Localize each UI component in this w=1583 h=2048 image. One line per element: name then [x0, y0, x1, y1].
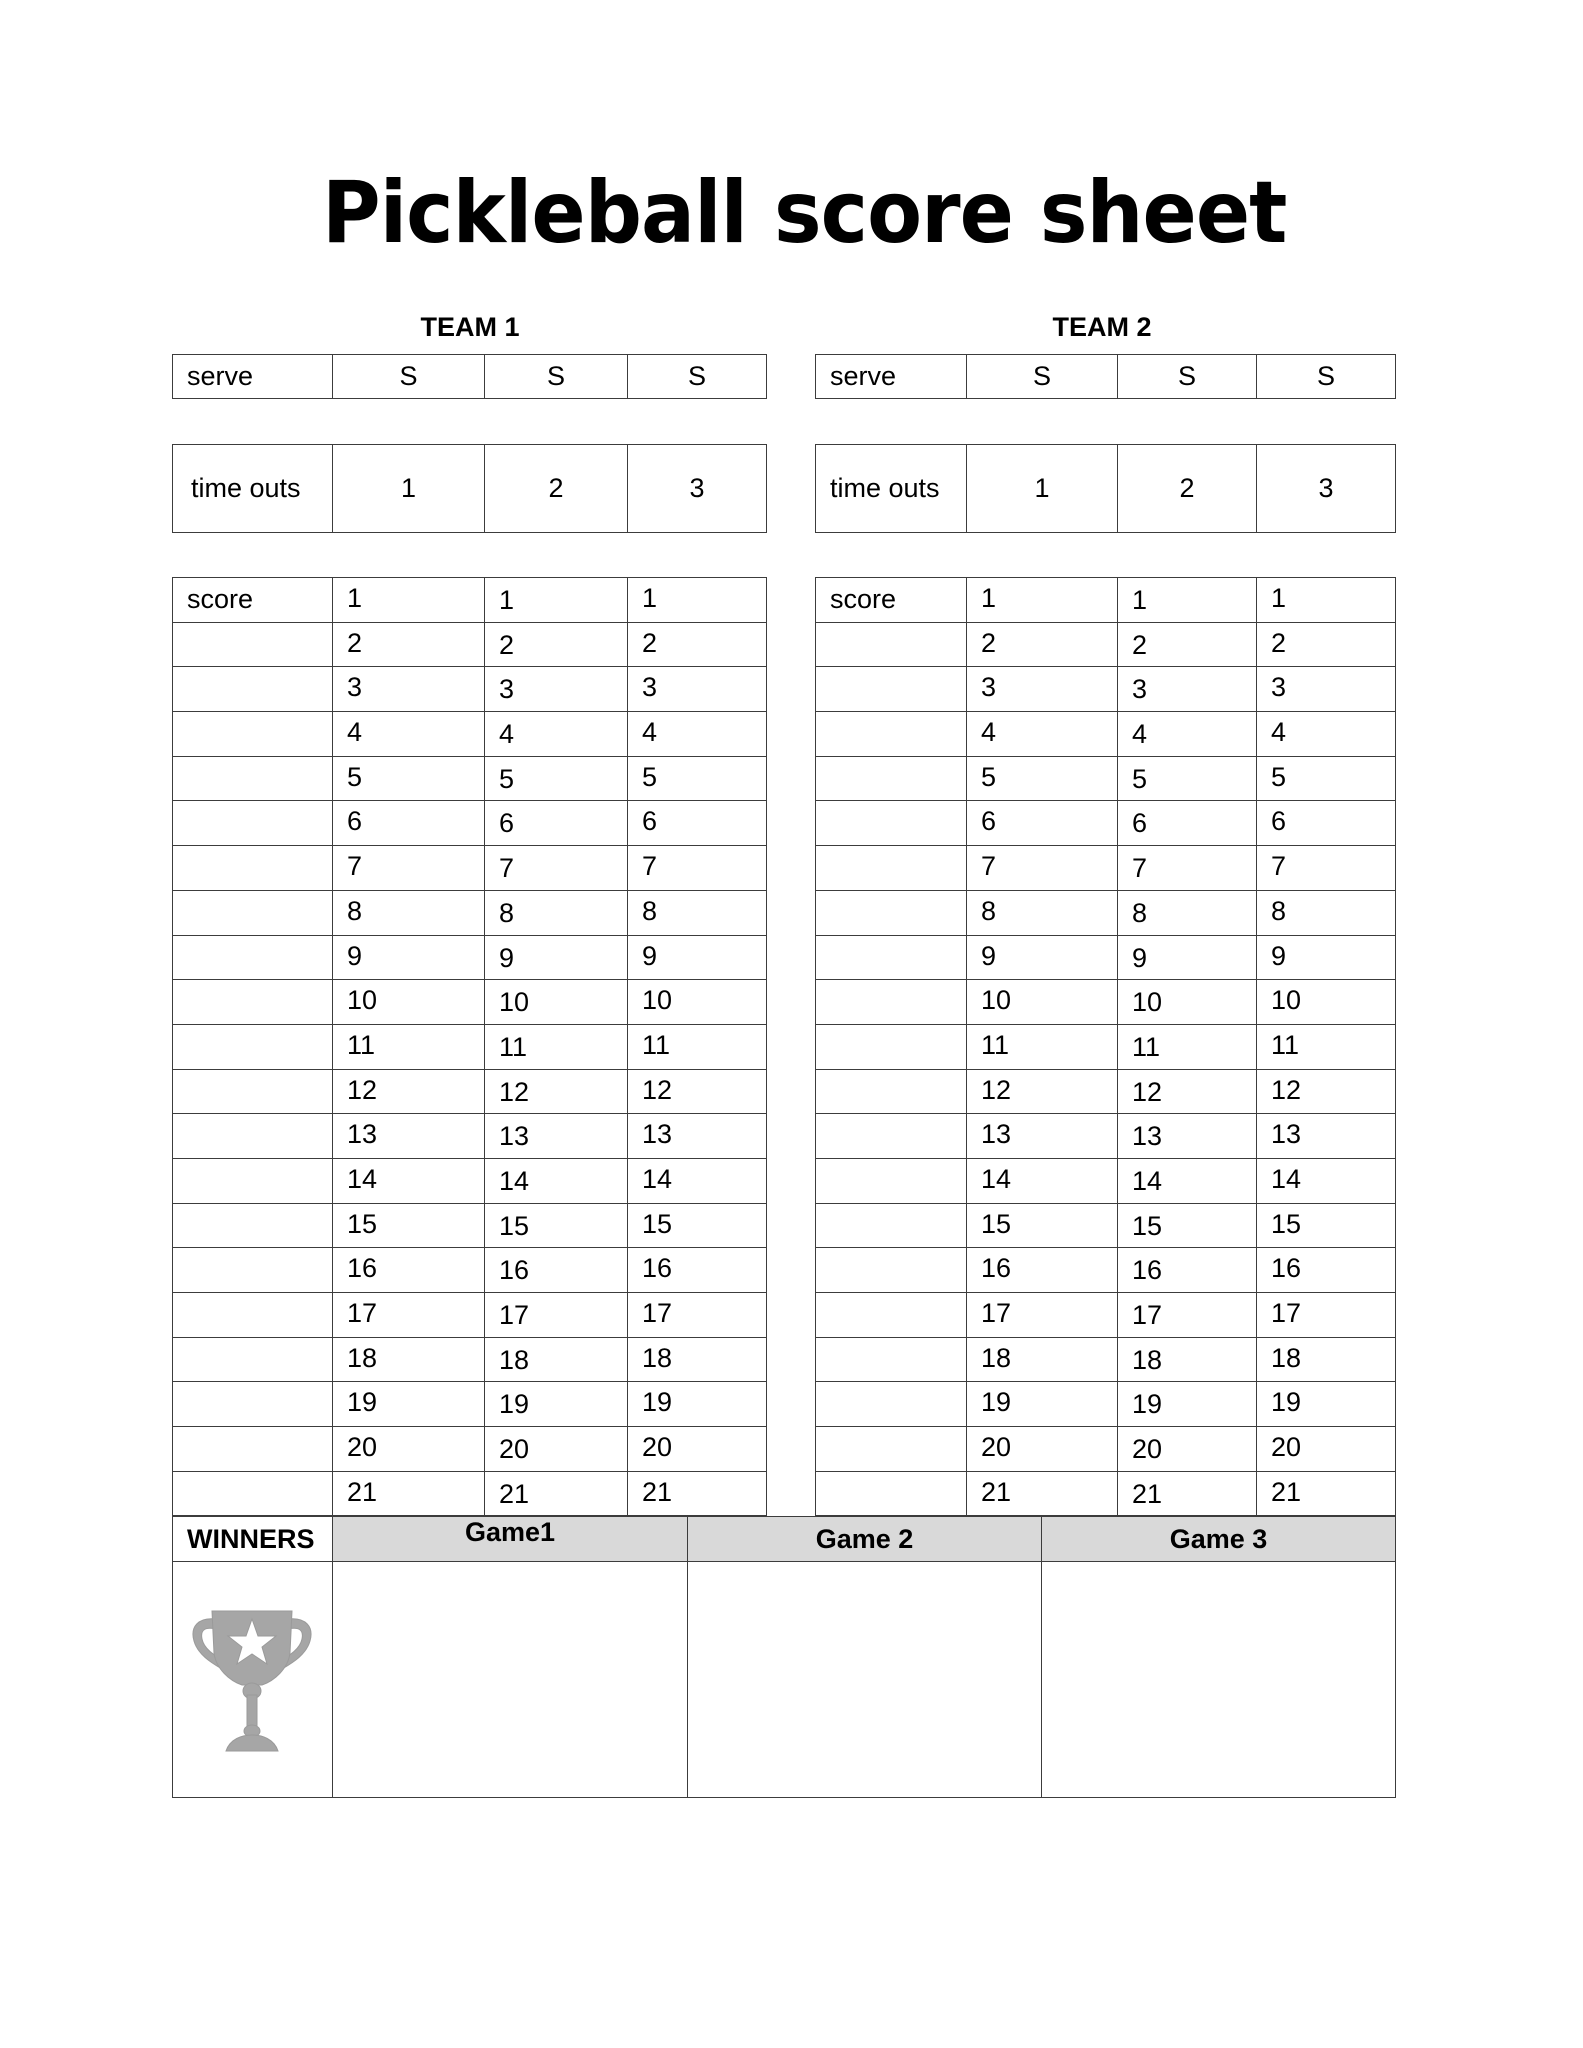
score-cell-game-2[interactable]: 4	[485, 712, 628, 757]
score-cell-game-1[interactable]: 4	[967, 712, 1118, 757]
score-row	[173, 890, 767, 935]
score-cell-game-2[interactable]: 21	[1118, 1471, 1257, 1516]
score-cell-game-3[interactable]: 21	[628, 1471, 767, 1516]
score-cell-game-2[interactable]: 10	[485, 980, 628, 1025]
score-cell-game-2[interactable]: 15	[1118, 1203, 1257, 1248]
score-cell-game-3[interactable]: 19	[628, 1382, 767, 1427]
score-label-empty-cell	[816, 801, 967, 846]
score-cell-game-2[interactable]: 1	[1118, 578, 1257, 623]
score-label-empty-cell	[173, 1069, 333, 1114]
serve-cell[interactable]: S	[485, 355, 628, 399]
score-cell-game-2[interactable]: 11	[1118, 1024, 1257, 1069]
score-label-empty-cell	[816, 935, 967, 980]
score-cell-game-2[interactable]: 4	[1118, 712, 1257, 757]
team-2-timeouts-table	[815, 444, 1396, 533]
score-cell-game-1[interactable]: 20	[333, 1427, 485, 1472]
score-cell-game-3[interactable]: 3	[1257, 667, 1396, 712]
score-cell-game-3[interactable]: 3	[628, 667, 767, 712]
score-cell-game-1[interactable]: 5	[967, 756, 1118, 801]
score-cell-game-2[interactable]: 7	[1118, 846, 1257, 891]
score-row	[173, 1248, 767, 1293]
score-cell-game-2[interactable]: 14	[485, 1158, 628, 1203]
score-cell-game-1[interactable]: 5	[333, 756, 485, 801]
score-label-empty-cell	[816, 890, 967, 935]
score-cell-game-3[interactable]: 2	[1257, 622, 1396, 667]
serve-cell[interactable]: S	[333, 355, 485, 399]
score-label-empty-cell	[173, 1337, 333, 1382]
score-label-empty-cell	[816, 667, 967, 712]
score-label-empty-cell	[173, 1024, 333, 1069]
team-2-serve-table	[815, 354, 1396, 399]
score-cell-game-3[interactable]: 13	[1257, 1114, 1396, 1159]
score-cell-game-2[interactable]: 19	[485, 1382, 628, 1427]
score-cell-game-3[interactable]: 20	[628, 1427, 767, 1472]
score-row	[816, 1427, 1396, 1472]
score-cell-game-1[interactable]: 13	[333, 1114, 485, 1159]
score-cell-game-1[interactable]: 2	[333, 622, 485, 667]
score-cell-game-3[interactable]: 1	[1257, 578, 1396, 623]
score-cell-game-2[interactable]: 3	[485, 667, 628, 712]
score-cell-game-3[interactable]: 20	[1257, 1427, 1396, 1472]
score-row	[173, 1158, 767, 1203]
score-cell-game-2[interactable]: 19	[1118, 1382, 1257, 1427]
score-label-empty-cell	[173, 1248, 333, 1293]
score-cell-game-1[interactable]: 19	[967, 1382, 1118, 1427]
timeout-cell[interactable]: 1	[333, 445, 485, 533]
score-row	[816, 578, 1396, 623]
score-label-empty-cell	[173, 980, 333, 1025]
score-row	[173, 846, 767, 891]
score-cell-game-2[interactable]: 17	[485, 1293, 628, 1338]
score-label-empty-cell	[816, 1427, 967, 1472]
score-cell-game-3[interactable]: 11	[628, 1024, 767, 1069]
score-cell-game-3[interactable]: 10	[628, 980, 767, 1025]
score-cell-game-1[interactable]: 6	[967, 801, 1118, 846]
score-cell-game-1[interactable]: 20	[967, 1427, 1118, 1472]
score-cell-game-3[interactable]: 16	[628, 1248, 767, 1293]
game-2-winner-cell[interactable]	[688, 1562, 1042, 1798]
score-cell-game-3[interactable]: 12	[628, 1069, 767, 1114]
score-row	[173, 1382, 767, 1427]
score-row	[816, 756, 1396, 801]
score-cell-game-3[interactable]: 6	[1257, 801, 1396, 846]
score-label-empty-cell	[816, 1158, 967, 1203]
score-row	[816, 1069, 1396, 1114]
score-cell-game-2[interactable]: 2	[1118, 622, 1257, 667]
score-cell-game-3[interactable]: 14	[1257, 1158, 1396, 1203]
score-label-empty-cell	[173, 1293, 333, 1338]
score-row	[173, 712, 767, 757]
score-cell-game-2[interactable]: 3	[1118, 667, 1257, 712]
score-cell-game-1[interactable]: 3	[967, 667, 1118, 712]
timeouts-label: time outs	[173, 445, 333, 533]
team-2-score-table	[815, 577, 1396, 1516]
score-cell-game-3[interactable]: 2	[628, 622, 767, 667]
score-cell-game-1[interactable]: 21	[967, 1471, 1118, 1516]
game-2-header: Game 2	[688, 1517, 1042, 1562]
score-cell-game-1[interactable]: 15	[333, 1203, 485, 1248]
score-row	[816, 890, 1396, 935]
score-cell-game-1[interactable]: 3	[333, 667, 485, 712]
score-row	[816, 1024, 1396, 1069]
score-cell-game-1[interactable]: 17	[333, 1293, 485, 1338]
score-row	[173, 935, 767, 980]
score-row	[173, 1024, 767, 1069]
score-label-empty-cell	[816, 1248, 967, 1293]
score-cell-game-3[interactable]: 5	[628, 756, 767, 801]
score-label-empty-cell	[816, 1114, 967, 1159]
score-label-empty-cell	[173, 846, 333, 891]
score-label-empty-cell	[173, 1114, 333, 1159]
score-cell-game-1[interactable]: 18	[967, 1337, 1118, 1382]
winners-label: WINNERS	[173, 1517, 333, 1562]
score-cell-game-2[interactable]: 6	[485, 801, 628, 846]
score-row	[173, 622, 767, 667]
score-row	[173, 1293, 767, 1338]
score-row	[173, 578, 767, 623]
score-label-empty-cell	[173, 756, 333, 801]
score-cell-game-3[interactable]: 7	[628, 846, 767, 891]
score-label-empty-cell	[173, 1203, 333, 1248]
serve-cell[interactable]: S	[967, 355, 1118, 399]
team-1-label: TEAM 1	[420, 312, 520, 342]
game-3-winner-cell[interactable]	[1042, 1562, 1396, 1798]
score-row	[816, 980, 1396, 1025]
serve-label: serve	[173, 355, 333, 399]
score-cell-game-1[interactable]: 2	[967, 622, 1118, 667]
score-cell-game-3[interactable]: 15	[628, 1203, 767, 1248]
score-label-empty-cell	[816, 1024, 967, 1069]
score-cell-game-2[interactable]: 8	[485, 890, 628, 935]
score-cell-game-3[interactable]: 16	[1257, 1248, 1396, 1293]
score-cell-game-1[interactable]: 12	[967, 1069, 1118, 1114]
score-cell-game-1[interactable]: 9	[333, 935, 485, 980]
score-label: score	[173, 578, 333, 623]
score-cell-game-1[interactable]: 19	[333, 1382, 485, 1427]
team-1-timeouts-table	[172, 444, 767, 533]
game-1-winner-cell[interactable]	[333, 1562, 688, 1798]
score-label-empty-cell	[173, 667, 333, 712]
score-label-empty-cell	[173, 622, 333, 667]
score-cell-game-1[interactable]: 10	[333, 980, 485, 1025]
score-cell-game-2[interactable]: 5	[1118, 756, 1257, 801]
score-cell-game-1[interactable]: 8	[967, 890, 1118, 935]
score-cell-game-1[interactable]: 4	[333, 712, 485, 757]
score-cell-game-1[interactable]: 16	[967, 1248, 1118, 1293]
score-label-empty-cell	[816, 1382, 967, 1427]
score-label-empty-cell	[816, 756, 967, 801]
score-label-empty-cell	[816, 1069, 967, 1114]
score-cell-game-3[interactable]: 7	[1257, 846, 1396, 891]
score-row	[173, 1471, 767, 1516]
score-row	[173, 1203, 767, 1248]
score-cell-game-3[interactable]: 8	[628, 890, 767, 935]
score-row	[173, 980, 767, 1025]
score-cell-game-2[interactable]: 16	[1118, 1248, 1257, 1293]
timeout-cell[interactable]: 1	[967, 445, 1118, 533]
score-cell-game-3[interactable]: 4	[628, 712, 767, 757]
score-cell-game-3[interactable]: 1	[628, 578, 767, 623]
score-cell-game-3[interactable]: 9	[1257, 935, 1396, 980]
score-cell-game-2[interactable]: 7	[485, 846, 628, 891]
score-row	[173, 667, 767, 712]
timeouts-label: time outs	[816, 445, 967, 533]
score-row	[816, 935, 1396, 980]
score-cell-game-2[interactable]: 9	[1118, 935, 1257, 980]
score-row	[816, 1337, 1396, 1382]
score-cell-game-2[interactable]: 1	[485, 578, 628, 623]
score-cell-game-1[interactable]: 7	[333, 846, 485, 891]
score-cell-game-2[interactable]: 12	[1118, 1069, 1257, 1114]
score-cell-game-1[interactable]: 18	[333, 1337, 485, 1382]
score-cell-game-1[interactable]: 13	[967, 1114, 1118, 1159]
score-row	[173, 1337, 767, 1382]
timeout-cell[interactable]: 3	[628, 445, 767, 533]
score-cell-game-3[interactable]: 10	[1257, 980, 1396, 1025]
serve-cell[interactable]: S	[1118, 355, 1257, 399]
score-cell-game-3[interactable]: 12	[1257, 1069, 1396, 1114]
score-label-empty-cell	[173, 801, 333, 846]
score-label-empty-cell	[173, 1427, 333, 1472]
score-label-empty-cell	[816, 1337, 967, 1382]
score-label-empty-cell	[816, 846, 967, 891]
score-label-empty-cell	[173, 712, 333, 757]
score-cell-game-3[interactable]: 18	[628, 1337, 767, 1382]
score-label-empty-cell	[173, 1471, 333, 1516]
score-cell-game-2[interactable]: 13	[1118, 1114, 1257, 1159]
score-cell-game-2[interactable]: 15	[485, 1203, 628, 1248]
score-cell-game-1[interactable]: 10	[967, 980, 1118, 1025]
score-cell-game-3[interactable]: 8	[1257, 890, 1396, 935]
score-cell-game-3[interactable]: 17	[628, 1293, 767, 1338]
serve-label: serve	[816, 355, 967, 399]
score-row	[816, 801, 1396, 846]
score-cell-game-2[interactable]: 13	[485, 1114, 628, 1159]
score-label-empty-cell	[173, 935, 333, 980]
score-cell-game-1[interactable]: 9	[967, 935, 1118, 980]
score-cell-game-3[interactable]: 6	[628, 801, 767, 846]
score-cell-game-2[interactable]: 9	[485, 935, 628, 980]
score-cell-game-2[interactable]: 12	[485, 1069, 628, 1114]
score-cell-game-3[interactable]: 4	[1257, 712, 1396, 757]
score-cell-game-2[interactable]: 17	[1118, 1293, 1257, 1338]
score-label-empty-cell	[816, 1293, 967, 1338]
score-cell-game-1[interactable]: 6	[333, 801, 485, 846]
score-cell-game-3[interactable]: 21	[1257, 1471, 1396, 1516]
score-cell-game-2[interactable]: 20	[1118, 1427, 1257, 1472]
score-cell-game-2[interactable]: 16	[485, 1248, 628, 1293]
score-cell-game-3[interactable]: 5	[1257, 756, 1396, 801]
score-cell-game-2[interactable]: 2	[485, 622, 628, 667]
score-cell-game-1[interactable]: 8	[333, 890, 485, 935]
score-row	[816, 712, 1396, 757]
page-title: Pickleball score sheet	[322, 163, 1287, 263]
score-cell-game-1[interactable]: 21	[333, 1471, 485, 1516]
score-cell-game-3[interactable]: 9	[628, 935, 767, 980]
score-row	[816, 667, 1396, 712]
winners-table	[172, 1516, 1396, 1798]
score-row	[816, 1382, 1396, 1427]
score-row	[816, 1471, 1396, 1516]
score-cell-game-1[interactable]: 7	[967, 846, 1118, 891]
score-cell-game-3[interactable]: 17	[1257, 1293, 1396, 1338]
score-cell-game-1[interactable]: 11	[967, 1024, 1118, 1069]
score-label-empty-cell	[816, 712, 967, 757]
score-cell-game-2[interactable]: 8	[1118, 890, 1257, 935]
team-1-serve-table	[172, 354, 767, 399]
score-cell-game-1[interactable]: 15	[967, 1203, 1118, 1248]
score-cell-game-2[interactable]: 11	[485, 1024, 628, 1069]
score-label-empty-cell	[816, 980, 967, 1025]
score-cell-game-2[interactable]: 14	[1118, 1158, 1257, 1203]
team-2-label: TEAM 2	[1052, 312, 1152, 342]
trophy-icon	[190, 1605, 314, 1755]
score-row	[816, 1293, 1396, 1338]
score-cell-game-3[interactable]: 14	[628, 1158, 767, 1203]
score-row	[173, 1069, 767, 1114]
serve-cell[interactable]: S	[628, 355, 767, 399]
score-label-empty-cell	[816, 622, 967, 667]
score-cell-game-2[interactable]: 18	[1118, 1337, 1257, 1382]
game-1-header: Game1	[333, 1517, 688, 1562]
score-label-empty-cell	[816, 1203, 967, 1248]
timeout-cell[interactable]: 2	[485, 445, 628, 533]
score-label-empty-cell	[173, 1158, 333, 1203]
score-label-empty-cell	[173, 1382, 333, 1427]
score-row	[173, 756, 767, 801]
score-cell-game-3[interactable]: 19	[1257, 1382, 1396, 1427]
score-row	[173, 1427, 767, 1472]
team-1-score-table	[172, 577, 767, 1516]
score-row	[816, 622, 1396, 667]
timeout-cell[interactable]: 3	[1257, 445, 1396, 533]
score-cell-game-2[interactable]: 10	[1118, 980, 1257, 1025]
game-3-header: Game 3	[1042, 1517, 1396, 1562]
score-row	[173, 1114, 767, 1159]
score-label: score	[816, 578, 967, 623]
score-cell-game-2[interactable]: 21	[485, 1471, 628, 1516]
score-cell-game-1[interactable]: 11	[333, 1024, 485, 1069]
score-label-empty-cell	[173, 890, 333, 935]
score-row	[816, 1114, 1396, 1159]
score-row	[816, 1203, 1396, 1248]
score-cell-game-1[interactable]: 1	[333, 578, 485, 623]
score-row	[816, 1248, 1396, 1293]
score-label-empty-cell	[816, 1471, 967, 1516]
score-cell-game-1[interactable]: 17	[967, 1293, 1118, 1338]
score-row	[816, 1158, 1396, 1203]
timeout-cell[interactable]: 2	[1118, 445, 1257, 533]
score-cell-game-1[interactable]: 1	[967, 578, 1118, 623]
score-cell-game-3[interactable]: 15	[1257, 1203, 1396, 1248]
score-cell-game-3[interactable]: 18	[1257, 1337, 1396, 1382]
score-cell-game-3[interactable]: 11	[1257, 1024, 1396, 1069]
score-cell-game-1[interactable]: 16	[333, 1248, 485, 1293]
score-cell-game-2[interactable]: 6	[1118, 801, 1257, 846]
score-row	[816, 846, 1396, 891]
score-cell-game-2[interactable]: 18	[485, 1337, 628, 1382]
score-cell-game-1[interactable]: 14	[333, 1158, 485, 1203]
score-cell-game-1[interactable]: 14	[967, 1158, 1118, 1203]
score-cell-game-2[interactable]: 5	[485, 756, 628, 801]
score-cell-game-3[interactable]: 13	[628, 1114, 767, 1159]
serve-cell[interactable]: S	[1257, 355, 1396, 399]
score-cell-game-1[interactable]: 12	[333, 1069, 485, 1114]
score-row	[173, 801, 767, 846]
score-cell-game-2[interactable]: 20	[485, 1427, 628, 1472]
